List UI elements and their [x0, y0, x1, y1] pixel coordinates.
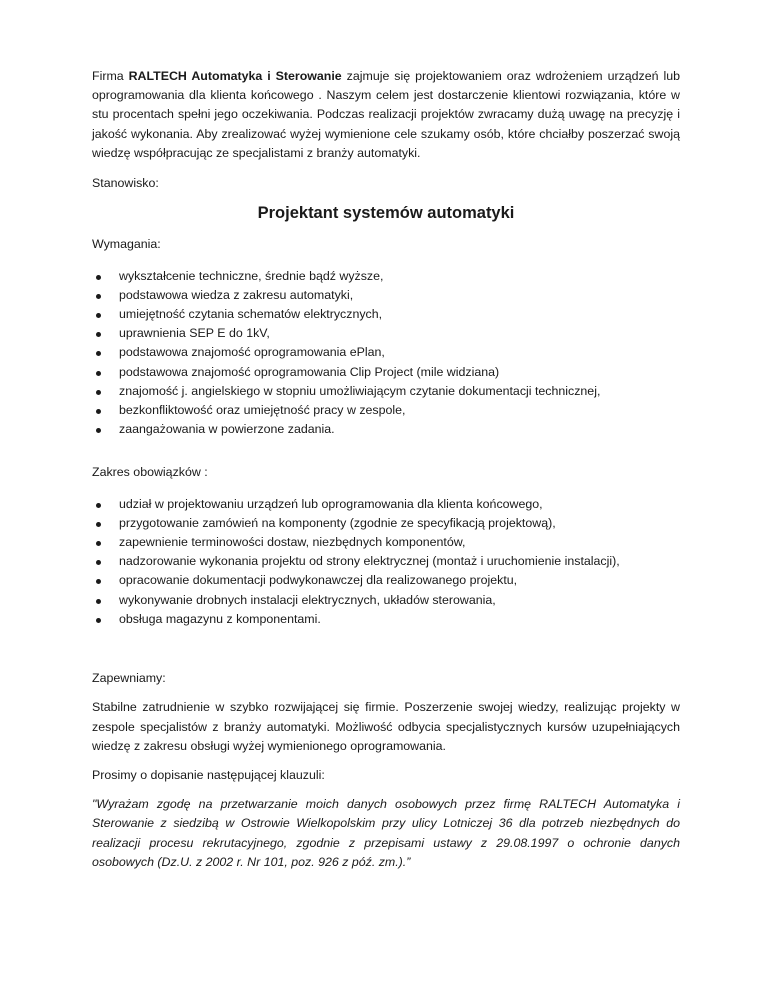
list-item	[92, 610, 680, 629]
position-label: Stanowisko:	[92, 176, 159, 191]
bullet-icon	[96, 390, 101, 395]
list-item	[92, 286, 680, 305]
bullet-icon	[96, 428, 101, 433]
bullet-icon	[96, 351, 101, 356]
list-item	[92, 305, 680, 324]
duties-list	[92, 495, 680, 629]
intro-paragraph	[92, 67, 680, 163]
job-title: Projektant systemów automatyki	[257, 204, 515, 223]
spacer	[92, 439, 680, 463]
bullet-icon	[96, 371, 101, 376]
list-item-text: zaangażowania w powierzone zadania.	[119, 422, 335, 437]
bullet-icon	[96, 409, 101, 414]
list-item	[92, 267, 680, 286]
bullet-icon	[96, 560, 101, 565]
duties-label: Zakres obowiązków :	[92, 465, 208, 480]
list-item	[92, 514, 680, 533]
company-name: RALTECH Automatyka i Sterowanie	[128, 69, 342, 83]
requirements-label: Wymagania:	[92, 237, 161, 252]
list-item	[92, 420, 680, 439]
intro-prefix: Firma	[92, 69, 129, 83]
list-item	[92, 495, 680, 514]
intro-text: zajmuje się projektowaniem oraz wdrożeniem urządzeń lub oprogramowania dla klienta końcowego . Naszym celem jest dostarczenie klientowi rozwiązania, które w stu procentach spełni jego oczekiwania. Podczas realizacji projektów zwracamy dużą uwagę na precyzję i jakość wykonania. Aby zrealizować wyżej wymienione cele szukamy osób, które chciałby poszerzać swoją wiedzę współpracując ze specjalistami z branży automatyki.	[92, 69, 681, 160]
list-item-text: nadzorowanie wykonania projektu od strony elektrycznej (montaż i uruchomienie instalacji),	[119, 554, 620, 569]
list-item-text: znajomość j. angielskiego w stopniu umożliwiającym czytanie dokumentacji technicznej,	[119, 383, 601, 398]
list-item	[92, 591, 680, 610]
requirements-list	[92, 267, 680, 440]
bullet-icon	[96, 618, 101, 623]
bullet-icon	[96, 522, 101, 527]
list-item-text: podstawowa znajomość oprogramowania ePlan,	[119, 345, 385, 360]
offer-label: Zapewniamy:	[92, 671, 166, 686]
bullet-icon	[96, 332, 101, 337]
clause-label: Prosimy o dopisanie następującej klauzuli:	[92, 767, 325, 782]
list-item-text: wykształcenie techniczne, średnie bądź wyższe,	[119, 268, 384, 283]
bullet-icon	[96, 503, 101, 508]
list-item-text: umiejętność czytania schematów elektrycznych,	[119, 307, 383, 322]
list-item	[92, 324, 680, 343]
bullet-icon	[96, 599, 101, 604]
offer-text: Stabilne zatrudnienie w szybko rozwijającej się firmie. Poszerzenie swojej wiedzy, realizując projekty w zespole specjalistów z branży automatyki. Możliwość odbycia specjalistycznych kursów uzupełniających wiedzę z zakresu obsługi wyżej wymienionego oprogramowania.	[92, 700, 680, 753]
list-item-text: opracowanie dokumentacji podwykonawczej dla realizowanego projektu,	[119, 573, 518, 588]
list-item	[92, 533, 680, 552]
list-item	[92, 571, 680, 590]
list-item	[92, 363, 680, 382]
document-content	[92, 67, 680, 872]
list-item	[92, 401, 680, 420]
list-item	[92, 382, 680, 401]
bullet-icon	[96, 579, 101, 584]
spacer	[92, 629, 680, 669]
list-item-text: bezkonfliktowość oraz umiejętność pracy w zespole,	[119, 403, 406, 418]
list-item-text: podstawowa znajomość oprogramowania Clip Project (mile widziana)	[119, 364, 500, 379]
bullet-icon	[96, 275, 101, 280]
list-item-text: udział w projektowaniu urządzeń lub oprogramowania dla klienta końcowego,	[119, 496, 543, 511]
list-item-text: przygotowanie zamówień na komponenty (zgodnie ze specyfikacją projektową),	[119, 515, 556, 530]
list-item-text: uprawnienia SEP E do 1kV,	[119, 326, 270, 341]
list-item	[92, 552, 680, 571]
list-item-text: zapewnienie terminowości dostaw, niezbędnych komponentów,	[119, 535, 466, 550]
bullet-icon	[96, 294, 101, 299]
list-item	[92, 343, 680, 362]
list-item-text: obsługa magazynu z komponentami.	[119, 611, 321, 626]
bullet-icon	[96, 313, 101, 318]
list-item-text: wykonywanie drobnych instalacji elektrycznych, układów sterowania,	[119, 592, 496, 607]
clause-text: "Wyrażam zgodę na przetwarzanie moich danych osobowych przez firmę RALTECH Automatyka i Sterowanie z siedzibą w Ostrowie Wielkopolskim przy ulicy Lotniczej 36 dla potrzeb niezbędnych do realizacji procesu rekrutacyjnego, zgodnie z przepisami ustawy z 29.08.1997 o ochronie danych osobowych (Dz.U. z 2002 r. Nr 101, poz. 926 z póź. zm.).”	[92, 797, 680, 869]
list-item-text: podstawowa wiedza z zakresu automatyki,	[119, 287, 354, 302]
bullet-icon	[96, 541, 101, 546]
